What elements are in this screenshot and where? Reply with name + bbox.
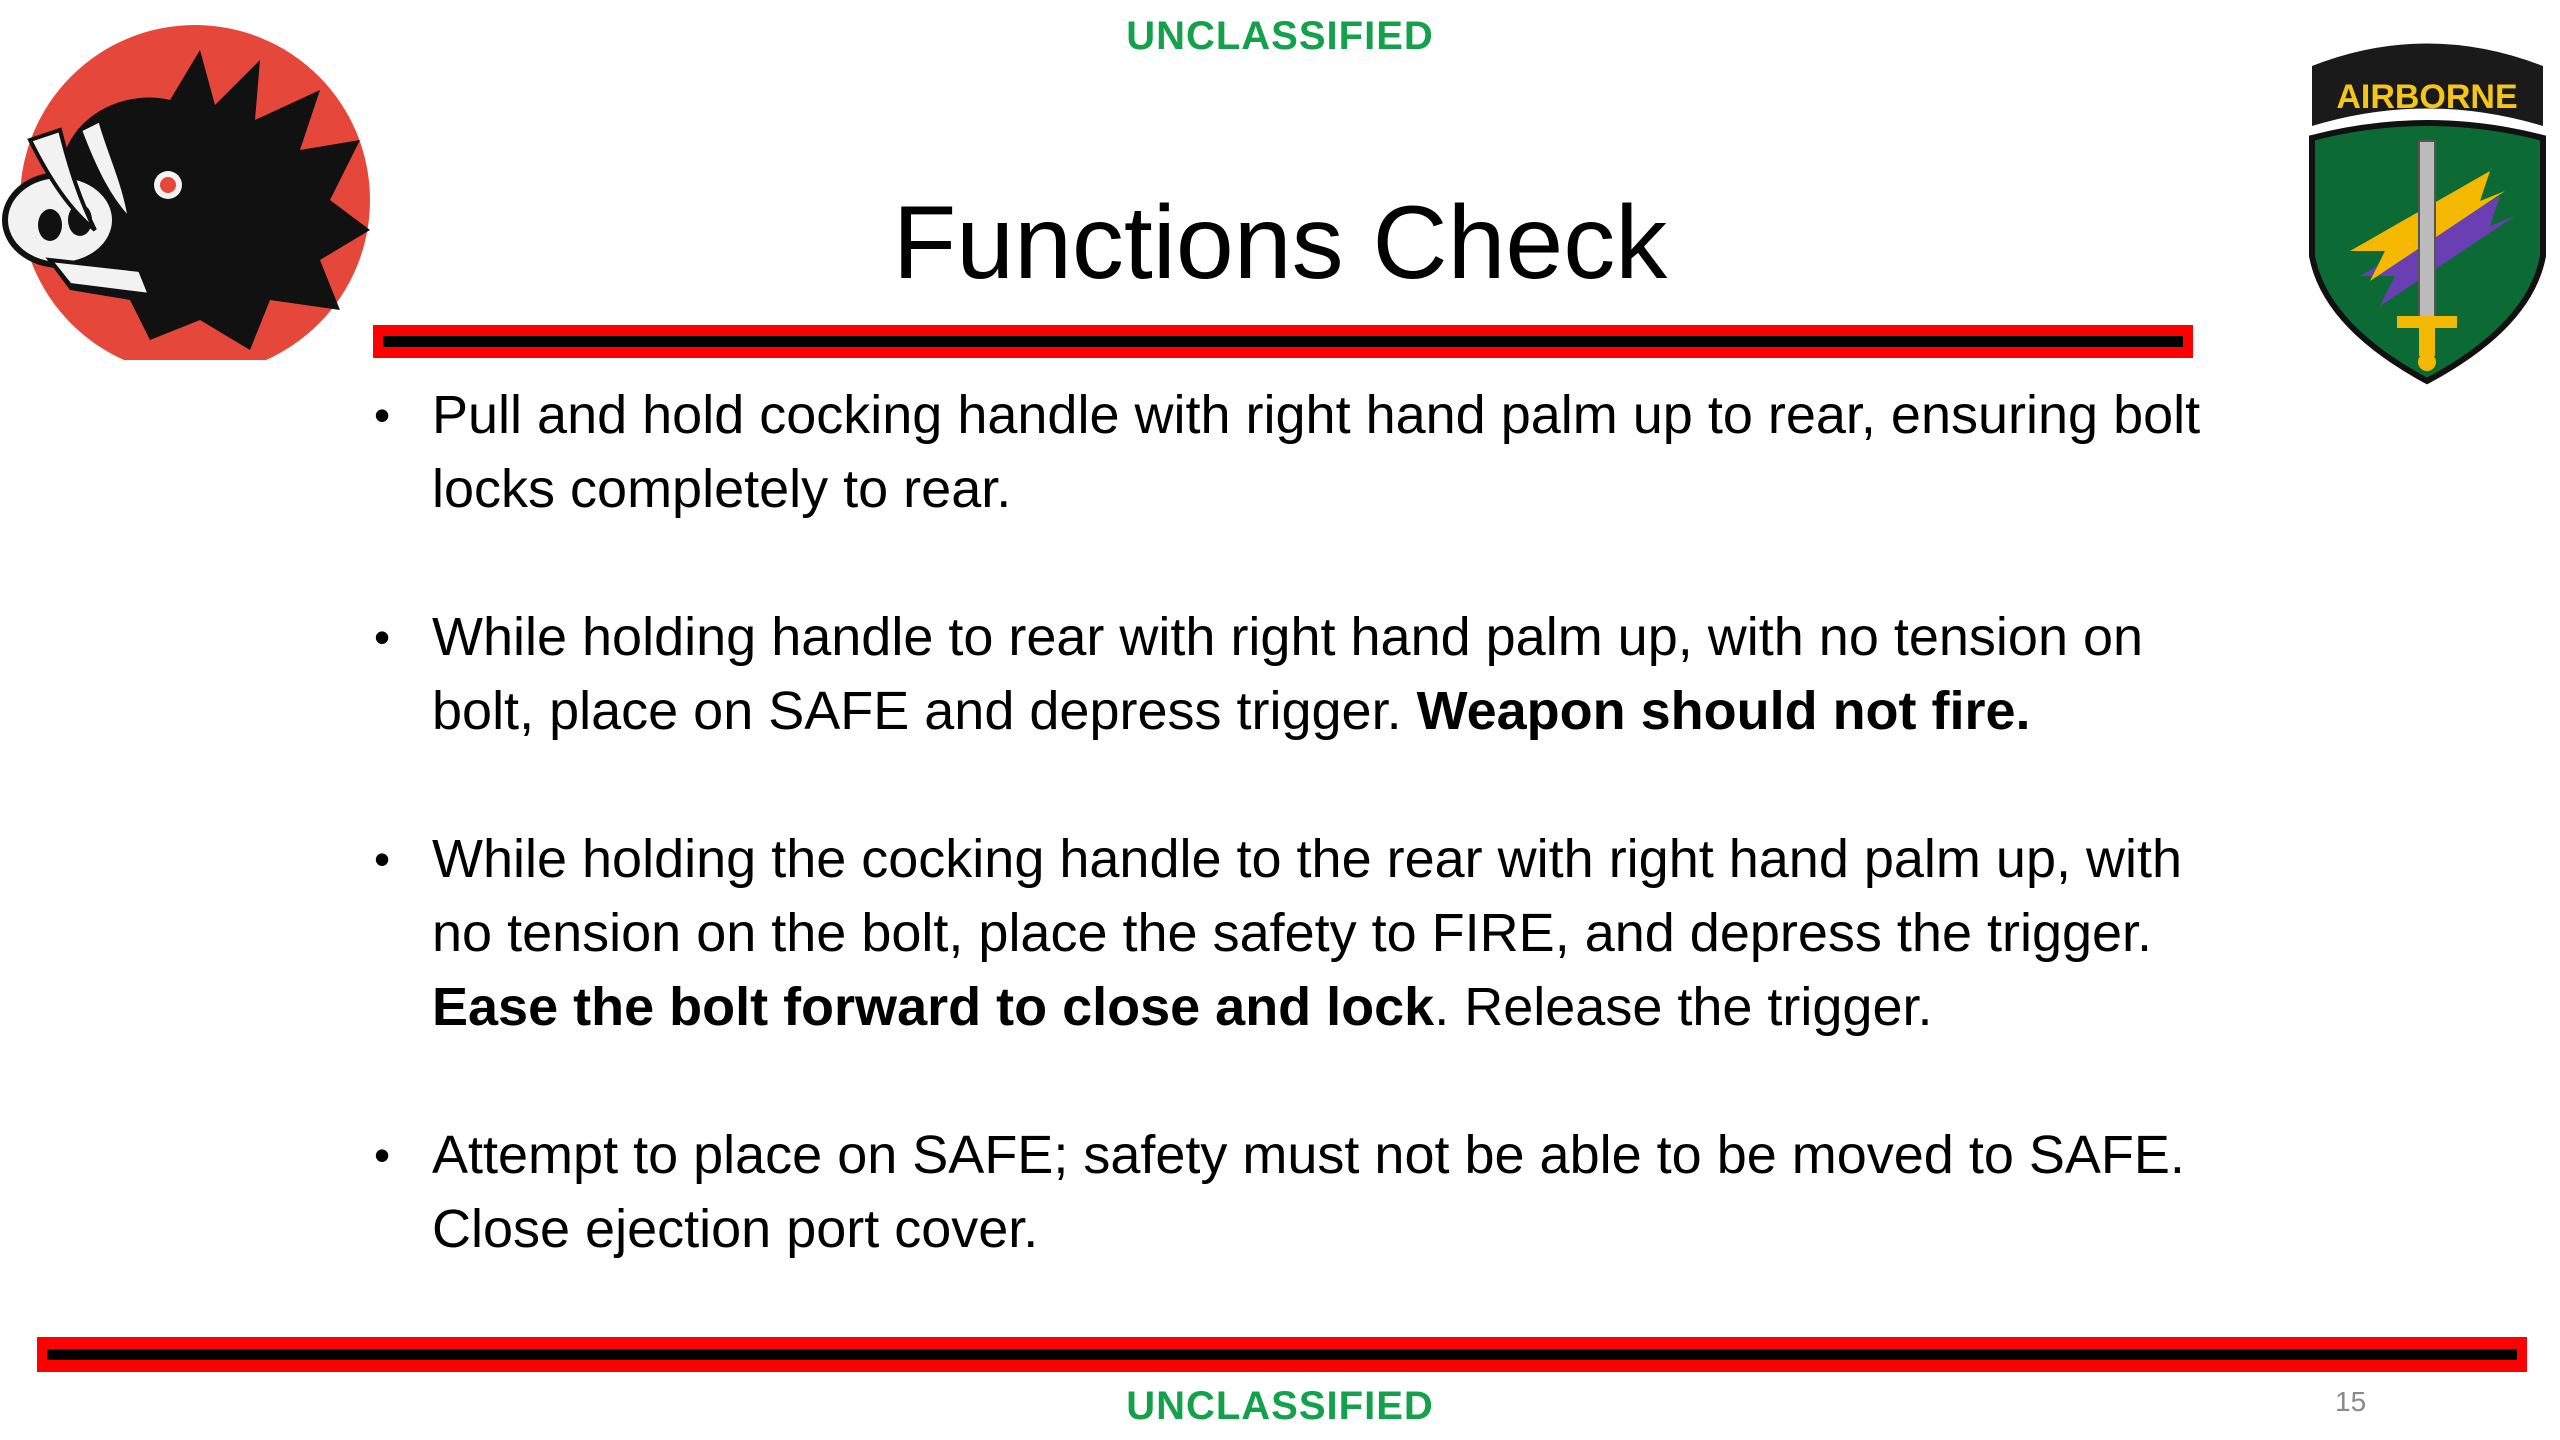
bullet-text: . Release the trigger.	[1434, 977, 1933, 1037]
bullet-icon: •	[374, 833, 391, 885]
bullet-list	[372, 378, 2212, 1340]
page-number: 15	[2335, 1386, 2367, 1417]
bullet-item	[372, 822, 2212, 1044]
bullet-text: Attempt to place on SAFE; safety must not be able to be moved to SAFE. Close ejection port cover.	[432, 1125, 2185, 1259]
bullet-item	[372, 1118, 2212, 1266]
bullet-emphasis: Weapon should not fire.	[1416, 681, 2031, 741]
bullet-icon: •	[374, 611, 391, 663]
classification-banner-top: UNCLASSIFIED	[1126, 14, 1434, 58]
title-divider	[373, 325, 2193, 358]
bullet-item	[372, 378, 2212, 526]
bullet-icon: •	[374, 1129, 391, 1181]
classification-banner-bottom: UNCLASSIFIED	[1126, 1384, 1434, 1428]
bullet-text: Pull and hold cocking handle with right hand palm up to rear, ensuring bolt locks completely to rear.	[432, 385, 2201, 519]
footer-divider	[37, 1337, 2527, 1372]
bullet-icon: •	[374, 389, 391, 441]
bullet-text: While holding the cocking handle to the rear with right hand palm up, with no tension on the bolt, place the safety to FIRE, and depress the trigger.	[432, 829, 2183, 963]
bullet-text: While holding handle to rear with right hand palm up, with no tension on bolt, place on SAFE and depress trigger.	[432, 607, 2144, 741]
page-title: Functions Check	[892, 185, 1668, 301]
bullet-item	[372, 600, 2212, 748]
airborne-tab-label: AIRBORNE	[2336, 78, 2518, 116]
bullet-emphasis: Ease the bolt forward to close and lock	[432, 977, 1435, 1037]
